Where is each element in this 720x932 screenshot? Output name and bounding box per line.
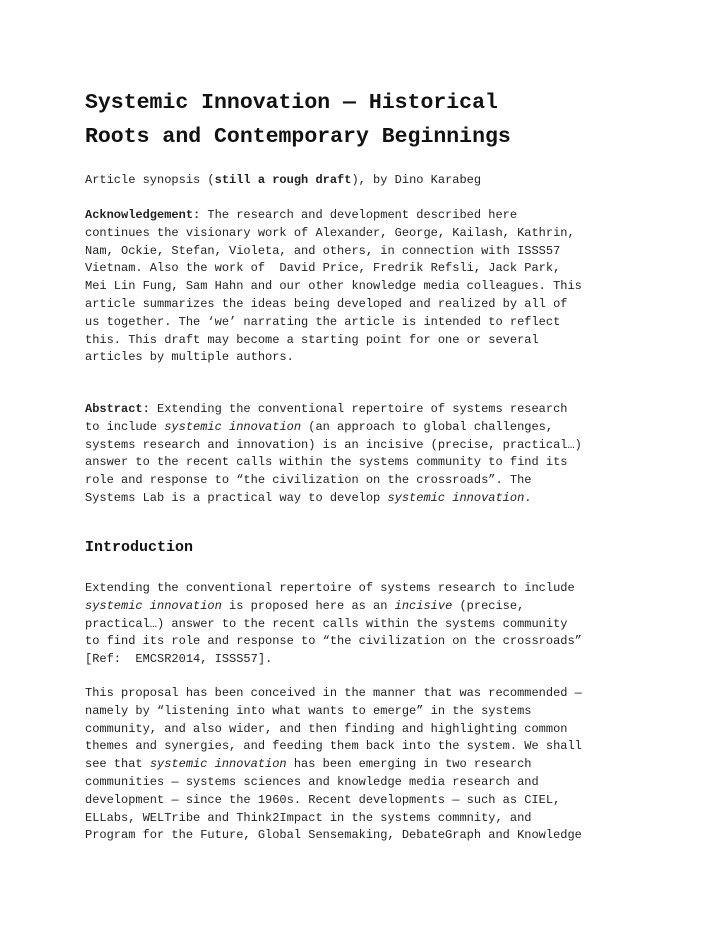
introduction-paragraph-1: Extending the conventional repertoire of systems research to include systemic innovation is proposed here as an incisive (precise, practical…) answer to the recent calls within the systems community to find its role and response to “the civilization on the crossroads” [Ref: EMCSR2014, ISSS57]. (85, 581, 582, 667)
introduction-paragraph-2: This proposal has been conceived in the manner that was recommended — namely by “listening into what wants to emerge” in the systems community, and also wider, and then finding and highlighting common themes and synergies, and feeding them back into the system. We shall see that systemic innovation has been emerging in two research communities — systems sciences and knowledge media research and development — since the 1960s. Recent developments — such as CIEL, ELLabs, WELTribe and Think2Impact in the systems commnity, and Program for the Future, Global Sensemaking, DebateGraph and Knowledge (85, 686, 582, 843)
draft-status: still a rough draft (214, 173, 352, 187)
title-line-1: Systemic Innovation — Historical (85, 91, 498, 115)
introduction-heading: Introduction (85, 539, 194, 556)
page-title (85, 86, 685, 154)
acknowledgement-label: Acknowledgement: (85, 208, 201, 222)
acknowledgement-paragraph: Acknowledgement: The research and development described here continues the visionary work of Alexander, George, Kailash, Kathrin, Nam, Ockie, Stefan, Violeta, and others, in connection with ISSS57 Vietnam. Also the work of David Price, Fredrik Refsli, Jack Park, Mei Lin Fung, Sam Hahn and our other knowledge media colleagues. This article summarizes the ideas being developed and realized by all of us together. The ‘we’ narrating the article is intended to reflect this. This draft may become a starting point for one or several articles by multiple authors. (85, 208, 582, 365)
synopsis-line: Article synopsis (still a rough draft), by Dino Karabeg (85, 173, 482, 187)
abstract-label: Abstract: (85, 402, 150, 416)
abstract-paragraph: Abstract: Extending the conventional repertoire of systems research to include systemic innovation (an approach to global challenges, systems research and innovation) is an incisive (precise, practical…) answer to the recent calls within the systems community to find its role and response to “the civilization on the crossroads”. The Systems Lab is a practical way to develop systemic innovation. (85, 402, 582, 505)
title-line-2: Roots and Contemporary Beginnings (85, 125, 511, 149)
